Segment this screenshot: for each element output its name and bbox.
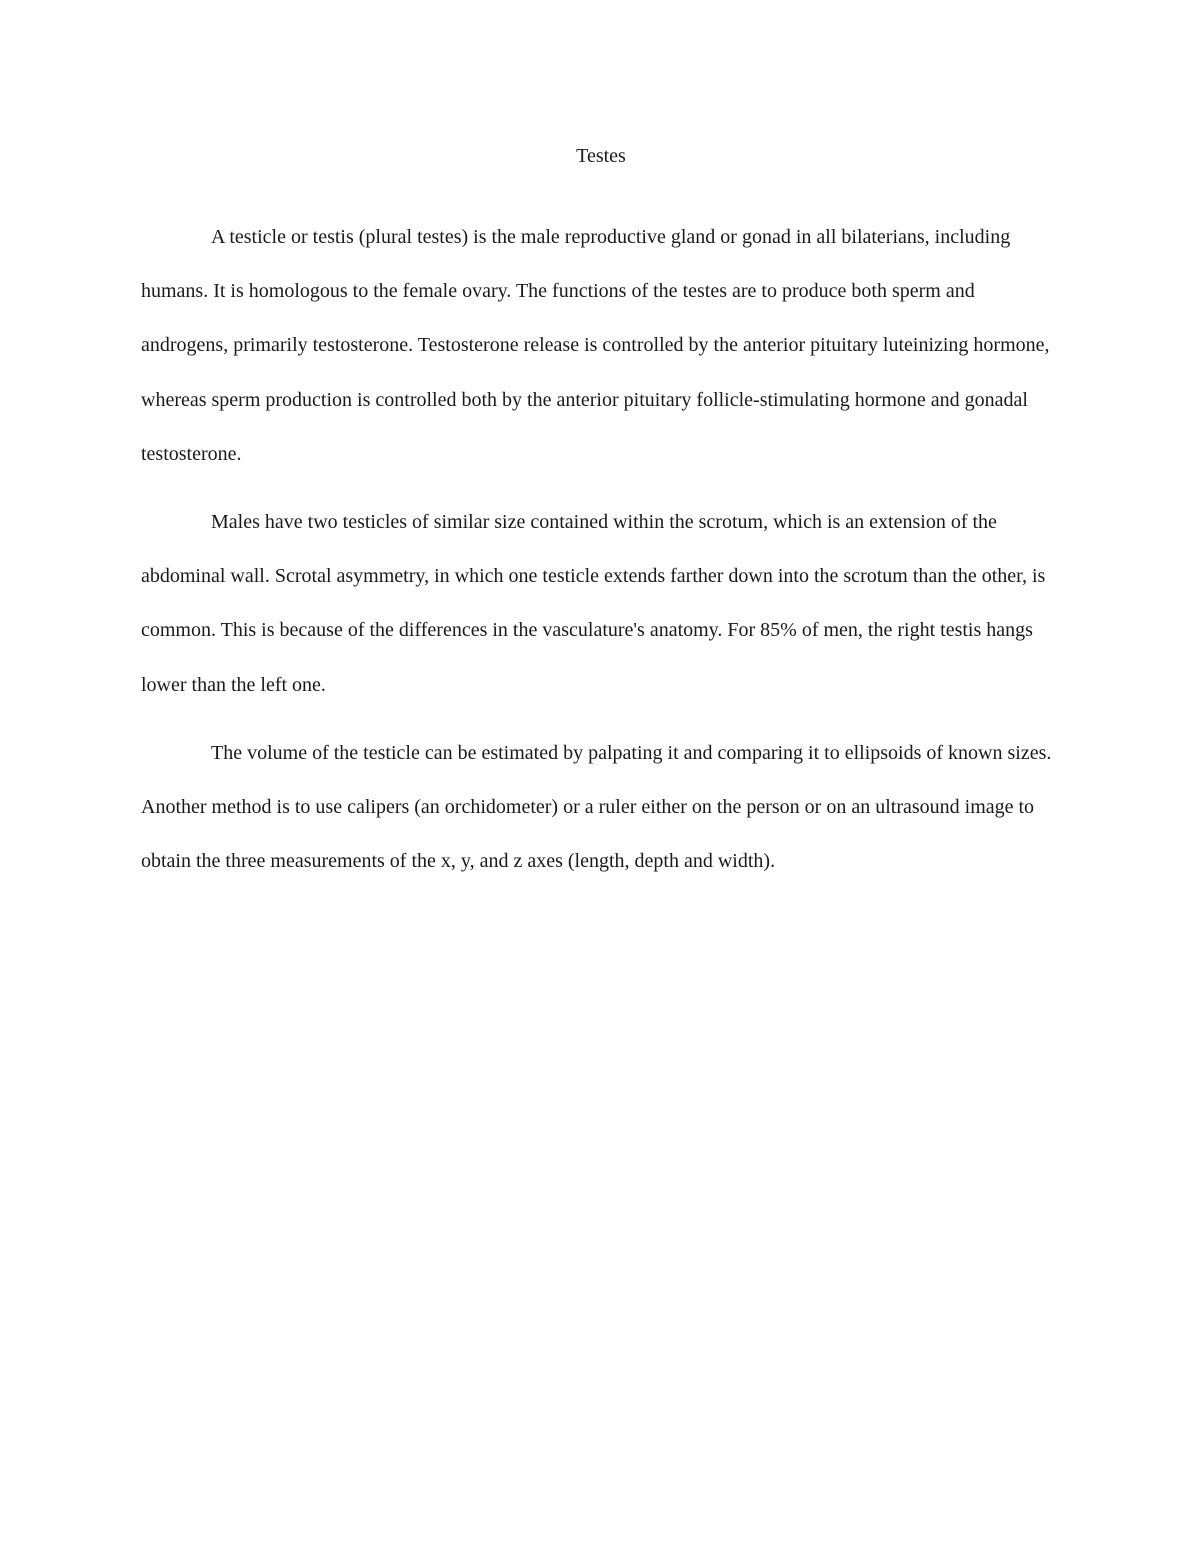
document-body xyxy=(141,140,1061,888)
document-title: Testes xyxy=(576,145,626,167)
paragraph-3: The volume of the testicle can be estimated by palpating it and comparing it to ellipsoids of known sizes. Another method is to use calipers (an orchidometer) or a ruler either on the person or on an ultrasound image to obtain the three measurements of the x, y, and z axes (length, depth and width). xyxy=(141,741,1052,873)
paragraph-1: A testicle or testis (plural testes) is the male reproductive gland or gonad in all bilaterians, including humans. It is homologous to the female ovary. The functions of the testes are to produce both sperm and androgens, primarily testosterone. Testosterone release is controlled by the anterior pituitary luteinizing hormone, whereas sperm production is controlled both by the anterior pituitary follicle-stimulating hormone and gonadal testosterone. xyxy=(141,226,1050,465)
paragraph-2: Males have two testicles of similar size contained within the scrotum, which is an extension of the abdominal wall. Scrotal asymmetry, in which one testicle extends farther down into the scrotum than the other, is common. This is because of the differences in the vasculature's anatomy. For 85% of men, the right testis hangs lower than the left one. xyxy=(141,511,1046,696)
